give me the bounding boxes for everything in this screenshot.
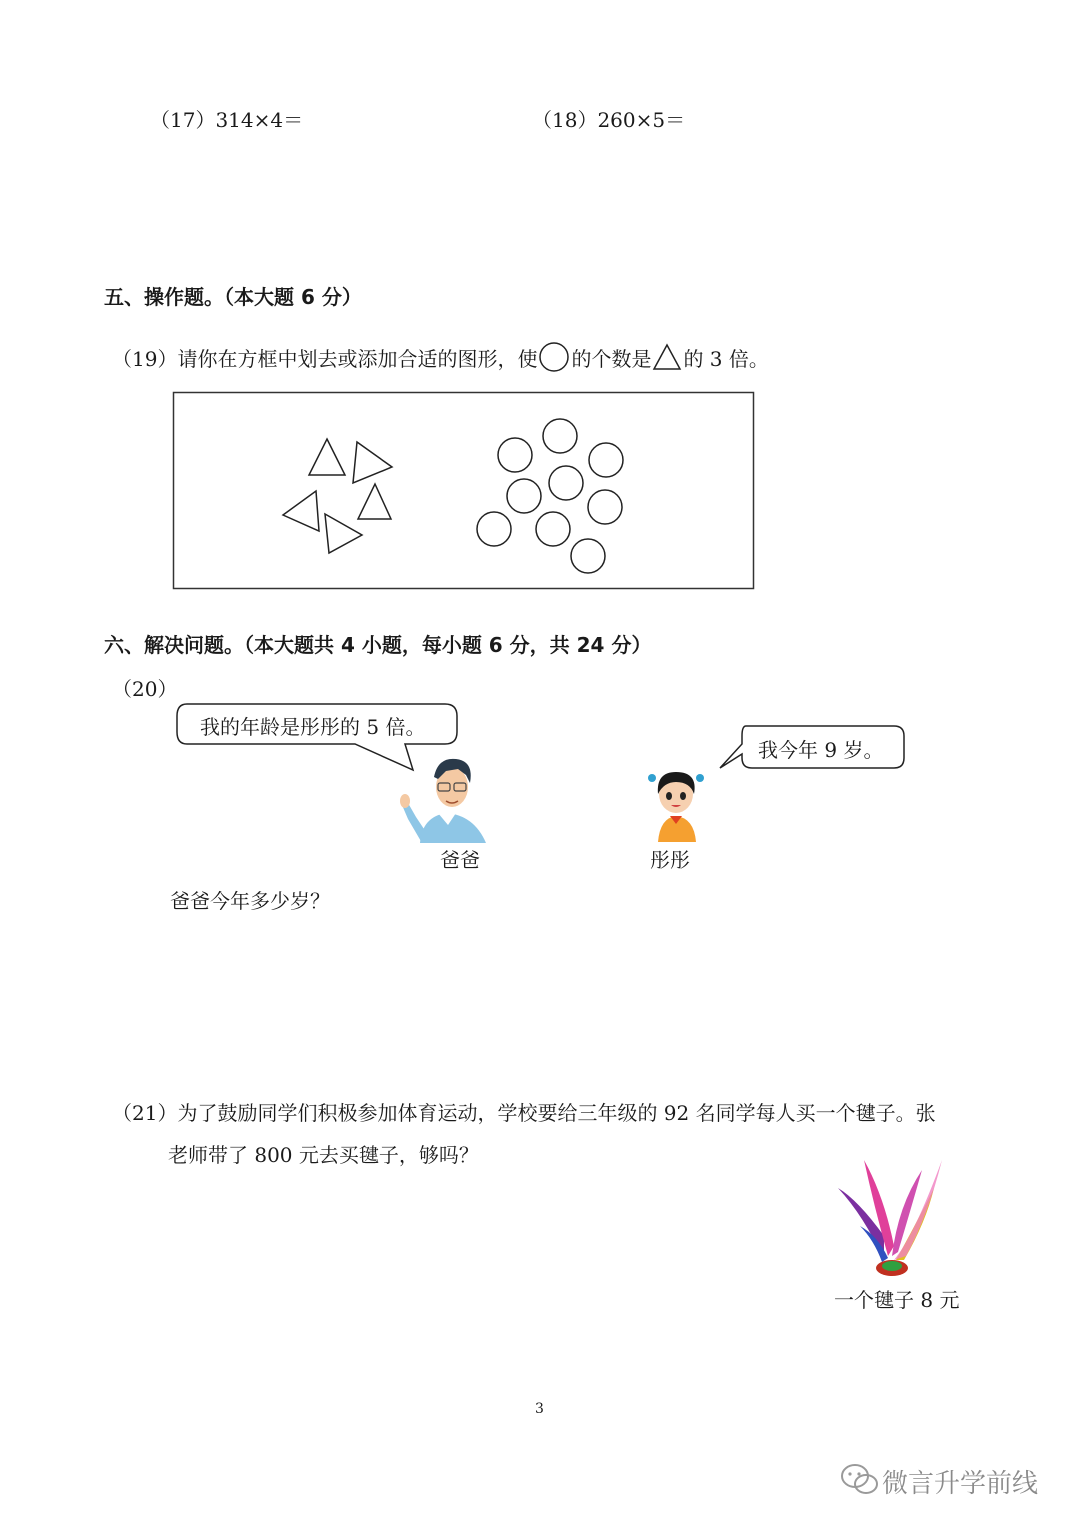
q21-line2: 老师带了 800 元去买毽子，够吗？ [168,1143,479,1167]
wechat-icon [840,1462,880,1498]
q19-text-pre: （19）请你在方框中划去或添加合适的图形，使 [112,346,538,371]
girl-illustration [646,766,706,842]
q19-text-mid: 的个数是 [571,346,652,371]
section-5-title: 五、操作题。（本大题 6 分） [104,285,362,309]
dad-label: 爸爸 [440,848,480,872]
circle-icon [538,341,570,373]
dad-illustration [398,755,492,843]
question-18: （18）260×5＝ [532,108,686,132]
triangle-icon [652,343,682,371]
girl-label: 彤彤 [650,848,690,872]
q19-text-post: 的 3 倍。 [683,346,769,371]
shuttlecock-illustration [834,1156,944,1282]
section-6-title: 六、解决问题。（本大题共 4 小题，每小题 6 分，共 24 分） [104,633,652,657]
question-17: （17）314×4＝ [150,108,304,132]
watermark-text: 微言升学前线 [882,1469,1039,1499]
page-number: 3 [535,1401,544,1417]
q20-number: （20） [112,677,178,701]
dad-speech-text: 我的年龄是彤彤的 5 倍。 [200,715,426,739]
q21-line1: （21）为了鼓励同学们积极参加体育运动，学校要给三年级的 92 名同学每人买一个毽子。张 [112,1101,936,1125]
shapes-box [172,391,756,591]
q20-question: 爸爸今年多少岁？ [170,889,330,913]
question-19 [112,341,769,373]
girl-speech-text: 我今年 9 岁。 [758,738,884,762]
shuttlecock-caption: 一个毽子 8 元 [834,1288,960,1312]
